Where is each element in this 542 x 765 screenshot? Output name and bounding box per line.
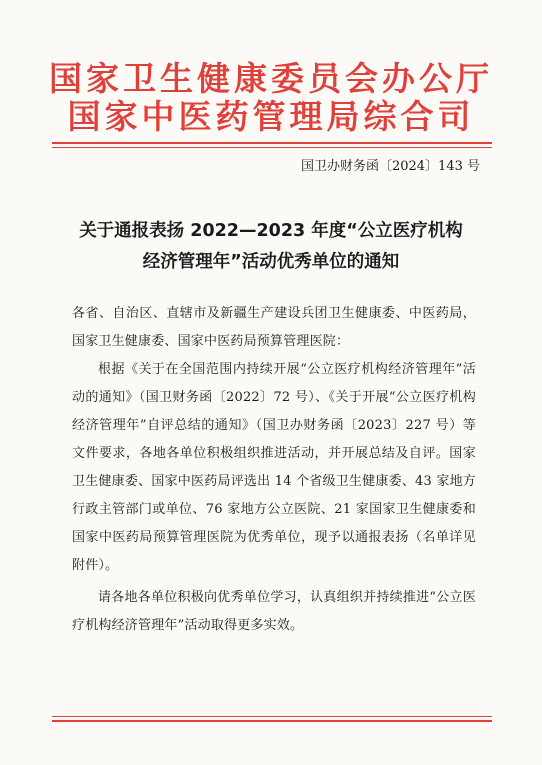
- document-title-line-2: 经济管理年”活动优秀单位的通知: [142, 252, 400, 272]
- letterhead-red-rule: [52, 142, 492, 148]
- issuer-name-line-2: 国家中医药管理局综合司: [67, 97, 475, 136]
- addressee-paragraph: 各省、自治区、直辖市及新疆生产建设兵团卫生健康委、中医药局，国家卫生健康委、国家中医药局预算管理医院：: [72, 306, 476, 349]
- body-paragraph-2: 请各地各单位积极向优秀单位学习，认真组织并持续推进“公立医疗机构经济管理年”活动取得更多实效。: [72, 590, 476, 633]
- letterhead: [0, 60, 542, 136]
- body-paragraph-1: 根据《关于在全国范围内持续开展“公立医疗机构经济管理年”活动的通知》（国卫财务函〔2022〕72 号）、《关于开展“公立医疗机构经济管理年”自评总结的通知》（国卫办财务函〔2023〕227 号）等文件要求，各地各单位积极组织推进活动，并开展总结及自评。国家卫生健康委、国家中医药局评选出 14 个省级卫生健康委、43 家地方行政主管部门或单位、76 家地方公立医院、21 家国家卫生健康委和国家中医药局预算管理医院为优秀单位，现予以通报表扬（名单详见附件）。: [72, 362, 476, 573]
- document-title-line-1: 关于通报表扬 2022—2023 年度“公立医疗机构: [79, 221, 463, 241]
- document-body: [72, 300, 476, 640]
- document-number: 国卫办财务函〔2024〕143 号: [300, 159, 480, 174]
- document-title: [20, 216, 522, 278]
- issuer-name-line-1: 国家卫生健康委员会办公厅: [49, 59, 493, 98]
- footer-red-rule: [52, 716, 492, 722]
